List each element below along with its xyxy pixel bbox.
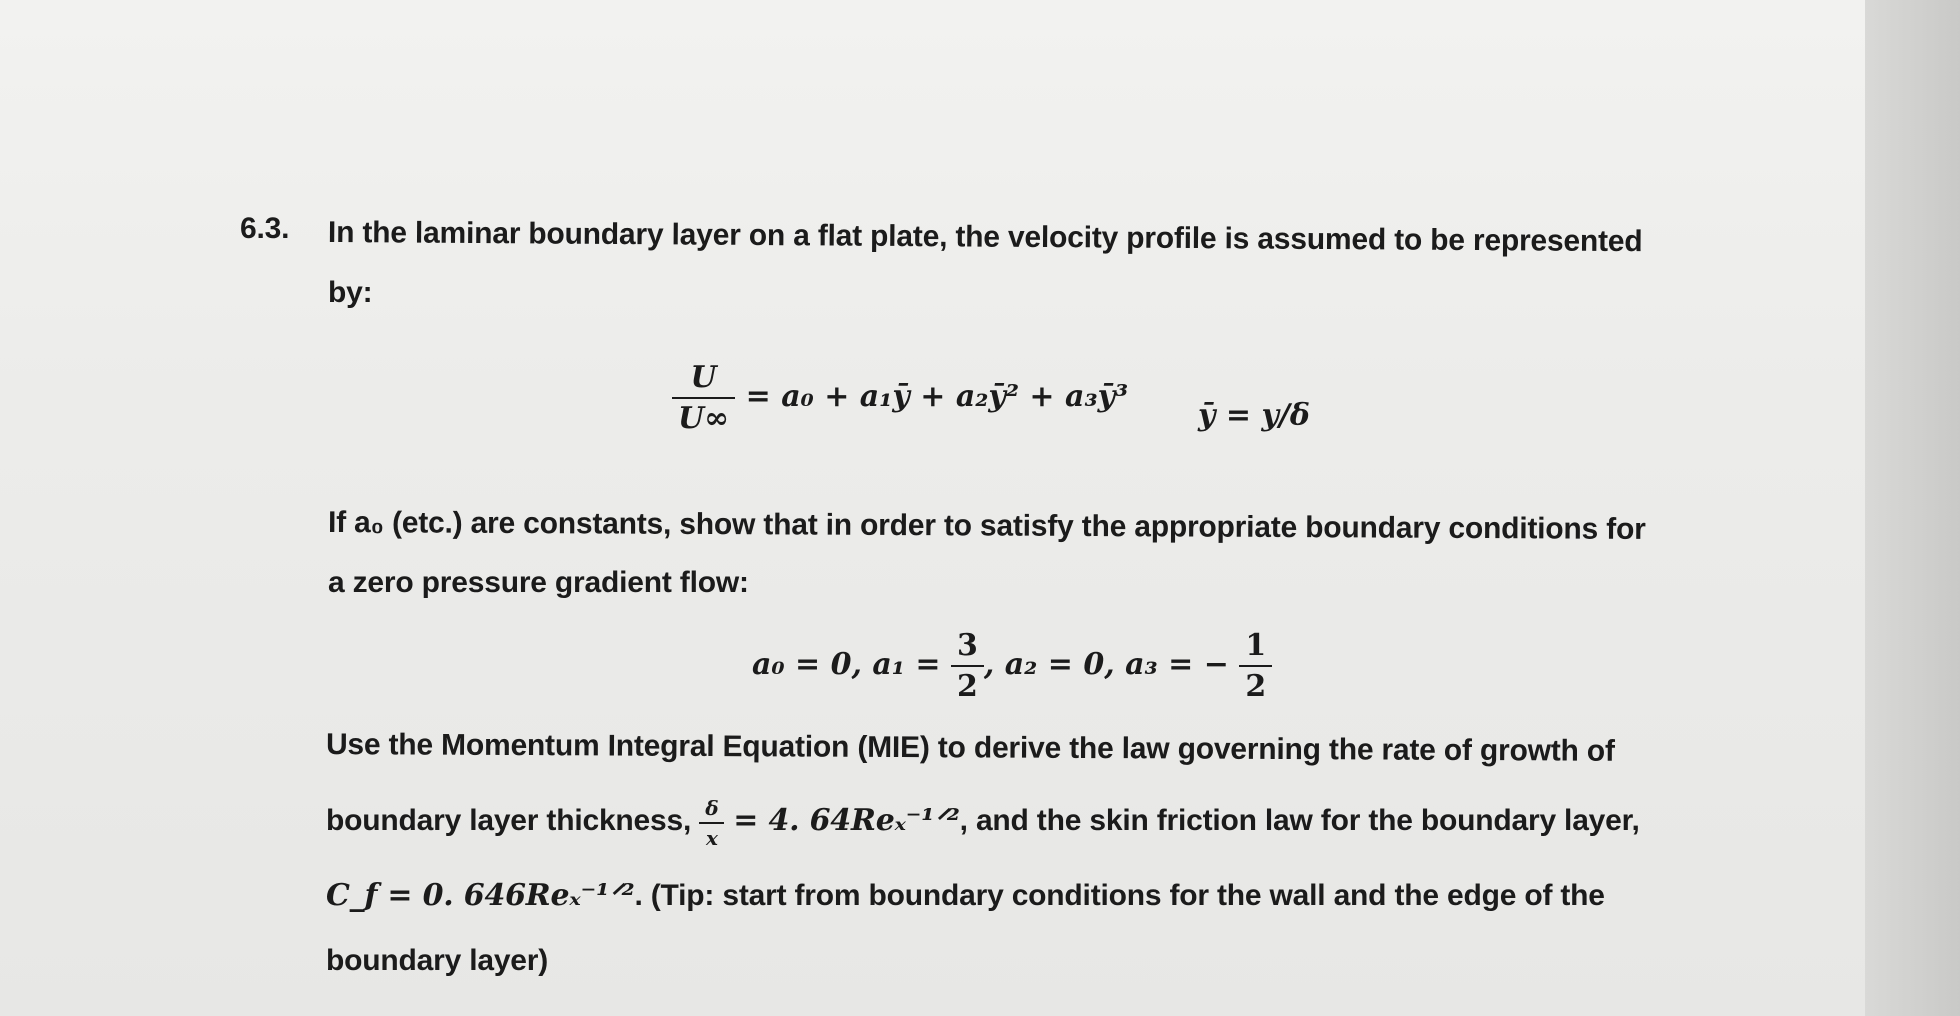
three-halves-fraction xyxy=(951,628,984,704)
intro-line-1: In the laminar boundary layer on a flat plate, the velocity profile is assumed to be represented xyxy=(327,216,1643,259)
task-line-2 xyxy=(326,796,1640,850)
task-line-2-text-a: boundary layer thickness, xyxy=(326,804,692,837)
fraction-1-denominator: 2 xyxy=(956,669,978,704)
constants-equation xyxy=(752,628,1272,704)
task-line-3 xyxy=(326,878,1605,913)
constants-part-2: , a₂ = 0, a₃ = − xyxy=(983,647,1229,682)
velocity-numerator: U xyxy=(672,360,735,399)
task-line-4: boundary layer) xyxy=(326,944,549,977)
fraction-1-numerator: 3 xyxy=(951,628,984,667)
velocity-denominator: U∞ xyxy=(678,401,730,436)
velocity-ratio-fraction xyxy=(672,360,735,436)
x-denominator: x xyxy=(705,826,718,850)
constants-part-1: a₀ = 0, a₁ = xyxy=(752,647,941,682)
fraction-2-numerator: 1 xyxy=(1239,628,1272,667)
normalized-y-definition: ȳ = y/δ xyxy=(1198,398,1310,433)
skin-friction-equation: C_f = 0. 646Reₓ⁻¹ᐟ² xyxy=(326,878,635,913)
delta-over-x-fraction xyxy=(699,796,733,850)
fraction-2-denominator: 2 xyxy=(1245,669,1267,704)
page-edge-background xyxy=(1865,0,1960,1016)
delta-numerator: δ xyxy=(699,796,724,824)
condition-line-1: If a₀ (etc.) are constants, show that in order to satisfy the appropriate boundary conditions for xyxy=(327,506,1646,546)
intro-line-2: by: xyxy=(328,276,373,309)
condition-line-2: a zero pressure gradient flow: xyxy=(328,566,749,599)
polynomial-rhs: = a₀ + a₁ȳ + a₂ȳ² + a₃ȳ³ xyxy=(745,379,1129,414)
velocity-profile-equation xyxy=(672,360,1128,436)
task-line-2-text-b: , and the skin friction law for the boundary layer, xyxy=(959,804,1640,837)
problem-number: 6.3. xyxy=(240,212,290,245)
one-half-fraction xyxy=(1239,628,1272,704)
task-line-1: Use the Momentum Integral Equation (MIE) to derive the law governing the rate of growth of xyxy=(325,728,1615,768)
task-line-3-text: . (Tip: start from boundary conditions for the wall and the edge of the xyxy=(634,879,1605,912)
thickness-law-equation: = 4. 64Reₓ⁻¹ᐟ² xyxy=(733,803,960,838)
